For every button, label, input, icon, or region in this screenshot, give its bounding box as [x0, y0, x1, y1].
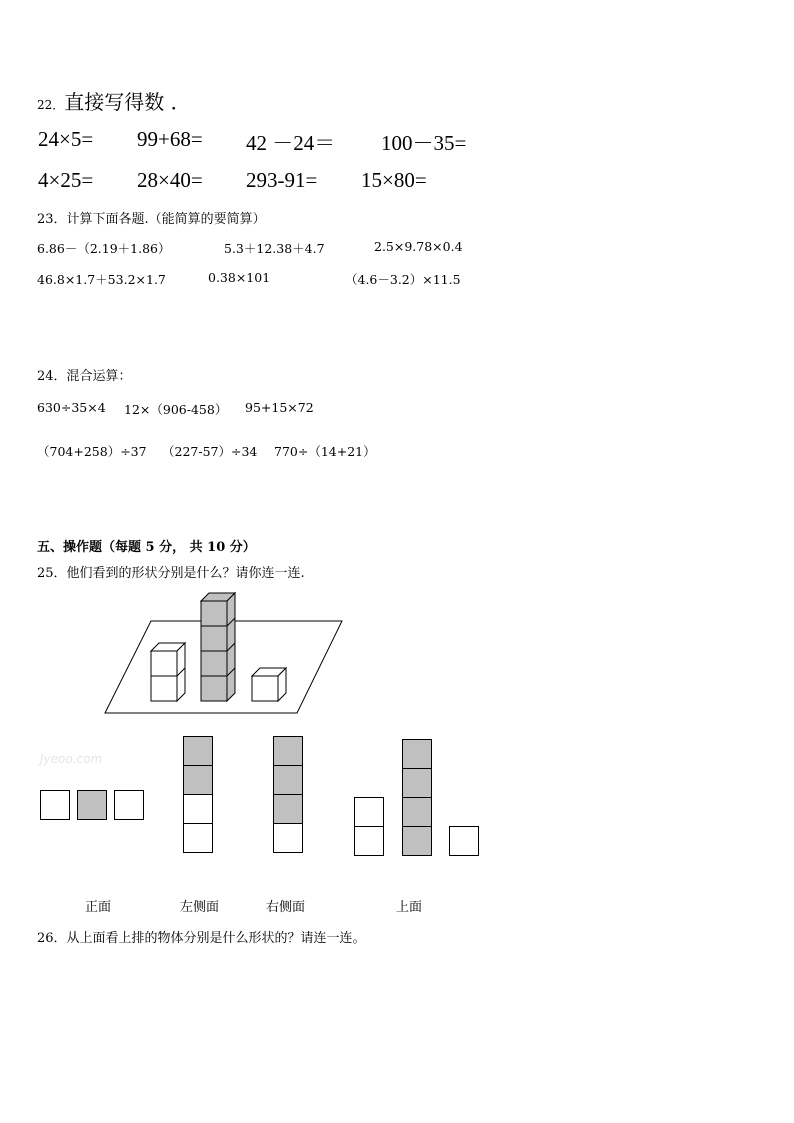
section5-title: 五、操作题（每题 5 分， 共 10 分）	[37, 540, 256, 555]
label-right-view[interactable]: 右侧面	[266, 900, 306, 915]
q22-expr-2-2: 28×40=	[137, 168, 203, 192]
square-gray	[402, 739, 432, 769]
q22-expr-1-4: 100－35=	[381, 131, 467, 155]
q22-title-text: 直接写得数 ．	[64, 90, 191, 114]
square-gray	[402, 797, 432, 827]
q26-title: 26．从上面看上排的物体分别是什么形状的？请连一连。	[37, 931, 366, 946]
square-gray	[183, 736, 213, 766]
base-plane	[105, 621, 342, 713]
single-cube	[252, 668, 286, 701]
left-cube-stack	[151, 643, 185, 701]
q24-expr-2-1: （704+258）÷37	[37, 444, 147, 459]
q22-expr-1-3: 42 －24＝	[246, 131, 336, 155]
square-gray	[402, 826, 432, 856]
square-white	[354, 826, 384, 856]
label-left-view[interactable]: 左侧面	[180, 900, 220, 915]
square-gray	[77, 790, 107, 820]
label-front-view[interactable]: 正面	[85, 900, 112, 915]
square-gray	[402, 768, 432, 798]
label-top-view[interactable]: 上面	[396, 900, 423, 915]
q22-expr-2-1: 4×25=	[38, 168, 94, 192]
q23-expr-2-3: （4.6－3.2）×11.5	[345, 272, 461, 287]
square-white	[273, 823, 303, 853]
q23-title: 23．计算下面各题.（能简算的要简算）	[37, 212, 266, 227]
q24-title: 24．混合运算：	[37, 369, 132, 384]
q22-expr-1-2: 99+68=	[137, 127, 203, 151]
q24-expr-1-2: 12×（906-458）	[124, 402, 228, 417]
q23-expr-1-1: 6.86－（2.19＋1.86）	[37, 241, 171, 256]
q22-expr-2-3: 293-91=	[246, 168, 318, 192]
q23-expr-1-2: 5.3＋12.38＋4.7	[224, 241, 325, 256]
square-white	[183, 794, 213, 824]
square-white	[449, 826, 479, 856]
q24-expr-1-1: 630÷35×4	[37, 400, 106, 415]
q25-title: 25．他们看到的形状分别是什么？请你连一连.	[37, 566, 305, 581]
q22-title: 22．直接写得数 ．	[37, 90, 191, 114]
tall-cube-stack	[201, 593, 235, 701]
square-gray	[183, 765, 213, 795]
square-gray	[273, 736, 303, 766]
square-gray	[273, 765, 303, 795]
q24-expr-1-3: 95+15×72	[245, 400, 314, 415]
watermark: Jyeoo.com	[40, 752, 103, 766]
q24-expr-2-2: （227-57）÷34	[162, 444, 258, 459]
q23-expr-2-1: 46.8×1.7＋53.2×1.7	[37, 272, 166, 287]
q23-expr-2-2: 0.38×101	[208, 270, 271, 285]
q23-expr-1-3: 2.5×9.78×0.4	[374, 239, 463, 254]
q22-expr-1-1: 24×5=	[38, 127, 94, 151]
square-white	[40, 790, 70, 820]
square-gray	[273, 794, 303, 824]
q22-expr-2-4: 15×80=	[361, 168, 427, 192]
q24-expr-2-3: 770÷（14+21）	[274, 444, 376, 459]
square-white	[183, 823, 213, 853]
square-white	[354, 797, 384, 827]
square-white	[114, 790, 144, 820]
